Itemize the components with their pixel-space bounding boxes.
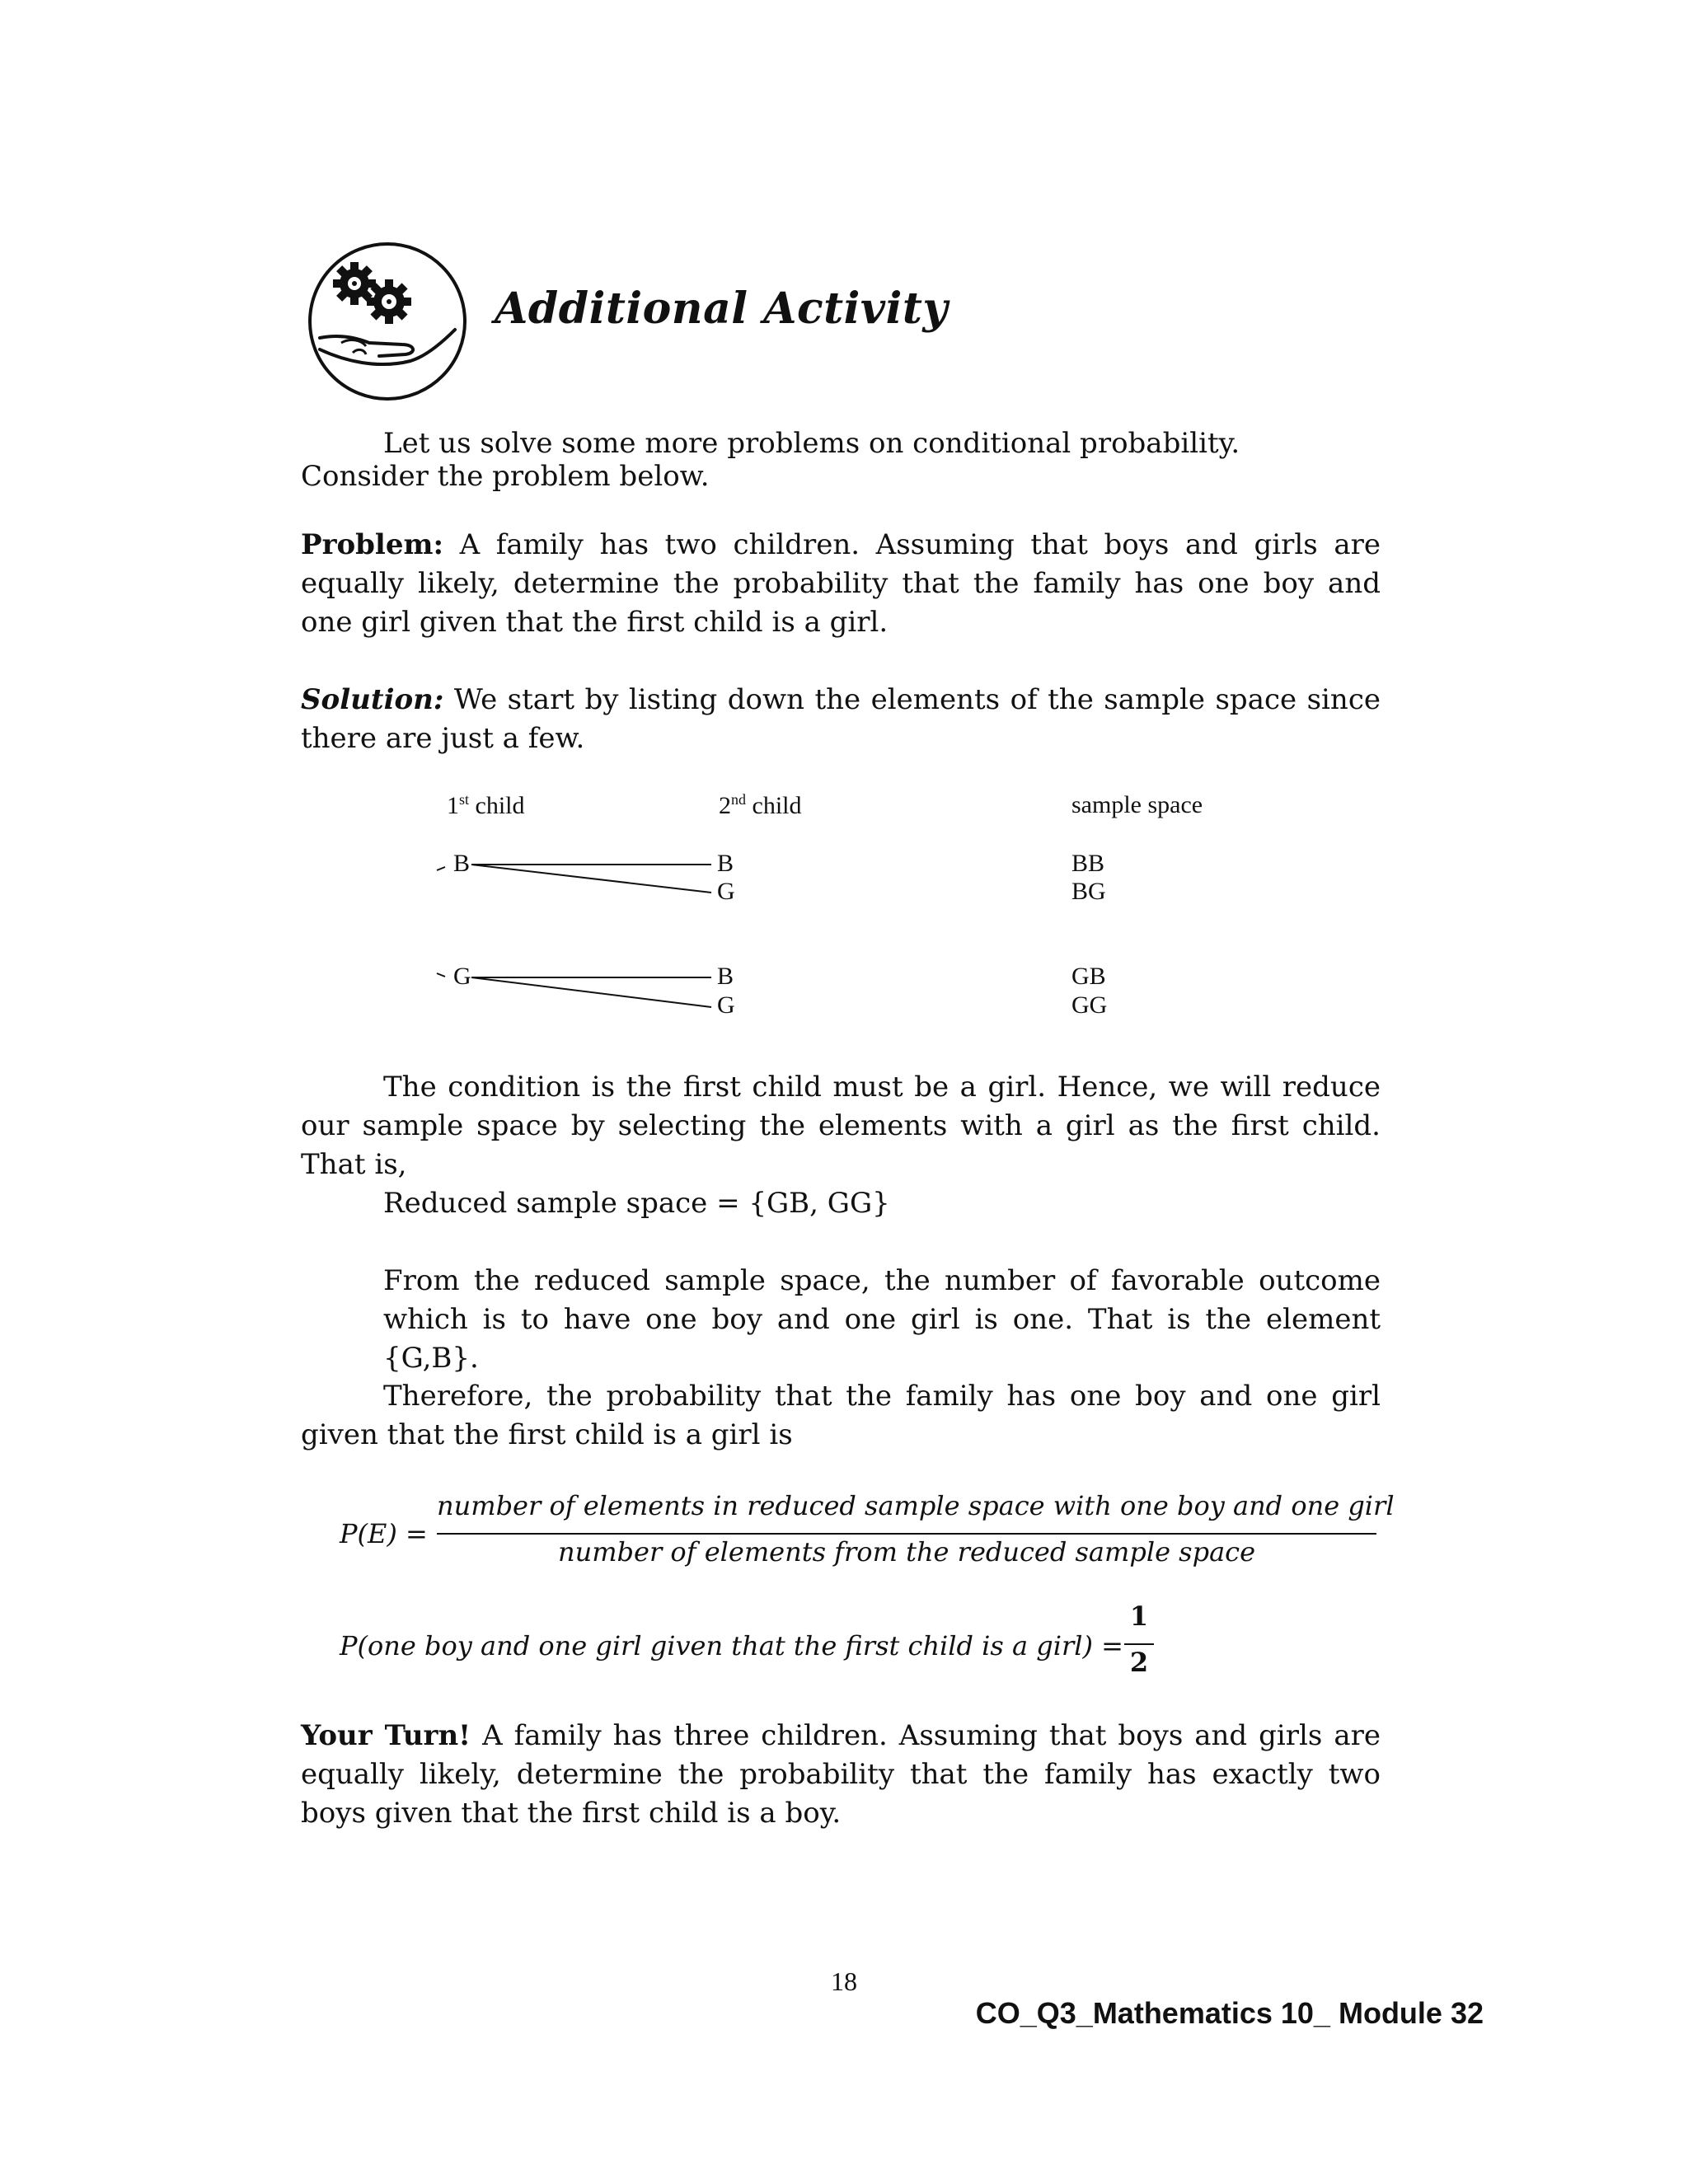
first-child-b: B — [453, 850, 471, 877]
tree-lines — [412, 791, 1319, 1038]
branch-b-g — [471, 865, 711, 893]
solution-label: Solution: — [301, 683, 444, 716]
reduced-sample-space: Reduced sample space = {GB, GG} — [383, 1187, 890, 1220]
page-number: 18 — [831, 1966, 857, 1996]
therefore-paragraph: Therefore, the probability that the family has one boy and one girl given that the first child is a girl is — [301, 1380, 1381, 1451]
outcome-gg: GG — [1071, 991, 1108, 1019]
solution-paragraph — [301, 681, 1381, 758]
condition-paragraph: The condition is the first child must be a girl. Hence, we will reduce our sample space by selecting the elements with a girl as the first child. That is, — [301, 1071, 1381, 1181]
outcome-gb: GB — [1071, 963, 1106, 990]
solution-text: We start by listing down the elements of the sample space since there are just a few. — [301, 683, 1381, 755]
second-child-b2: B — [717, 963, 734, 990]
col1-header: 1st child — [447, 791, 525, 819]
branch-g-g — [471, 977, 711, 1007]
formula-pe-numerator: number of elements in reduced sample space with one boy and one girl — [437, 1490, 1395, 1521]
formula-result-numerator: 1 — [1129, 1601, 1149, 1632]
your-turn-text: A family has three children. Assuming that boys and girls are equally likely, determine the probability that the family has exactly two boys given that the first child is a boy. — [301, 1719, 1381, 1830]
second-child-b1: B — [717, 850, 734, 877]
first-child-g: G — [453, 963, 471, 990]
intro-line-2: Consider the problem below. — [301, 460, 710, 493]
col3-header: sample space — [1071, 791, 1203, 818]
formula-result-denominator: 2 — [1129, 1647, 1149, 1678]
problem-label: Problem: — [301, 528, 444, 561]
your-turn-paragraph — [301, 1717, 1381, 1833]
outcome-bg: BG — [1071, 878, 1106, 905]
tree-diagram — [412, 791, 1319, 1038]
second-child-g1: G — [717, 878, 735, 905]
section-heading: Additional Activity — [495, 284, 949, 334]
formula-result-lhs: P(one boy and one girl given that the first child is a girl) = — [340, 1630, 1123, 1661]
outcome-bb: BB — [1071, 850, 1105, 877]
additional-activity-icon — [303, 237, 471, 405]
col2-header: 2nd child — [719, 791, 802, 819]
formula-pe-lhs: P(E) = — [340, 1518, 428, 1549]
fraction-bar — [1124, 1643, 1154, 1645]
footer-module-label: CO_Q3_Mathematics 10_ Module 32 — [975, 1996, 1484, 2030]
formula-pe-denominator: number of elements from the reduced sample space — [557, 1536, 1256, 1568]
your-turn-label: Your Turn! — [301, 1719, 471, 1752]
tick-mark — [437, 973, 445, 977]
favorable-paragraph: From the reduced sample space, the number of favorable outcome which is to have one boy and one girl is one. That is the element {G,B}. — [383, 1264, 1381, 1375]
problem-paragraph — [301, 526, 1381, 642]
second-child-g2: G — [717, 991, 735, 1019]
problem-text: A family has two children. Assuming that boys and girls are equally likely, determine the probability that the family has one boy and one girl given that the first child is a girl. — [301, 528, 1381, 639]
fraction-bar — [437, 1533, 1376, 1535]
tick-mark — [437, 867, 445, 870]
intro-line-1: Let us solve some more problems on conditional probability. — [383, 427, 1240, 460]
